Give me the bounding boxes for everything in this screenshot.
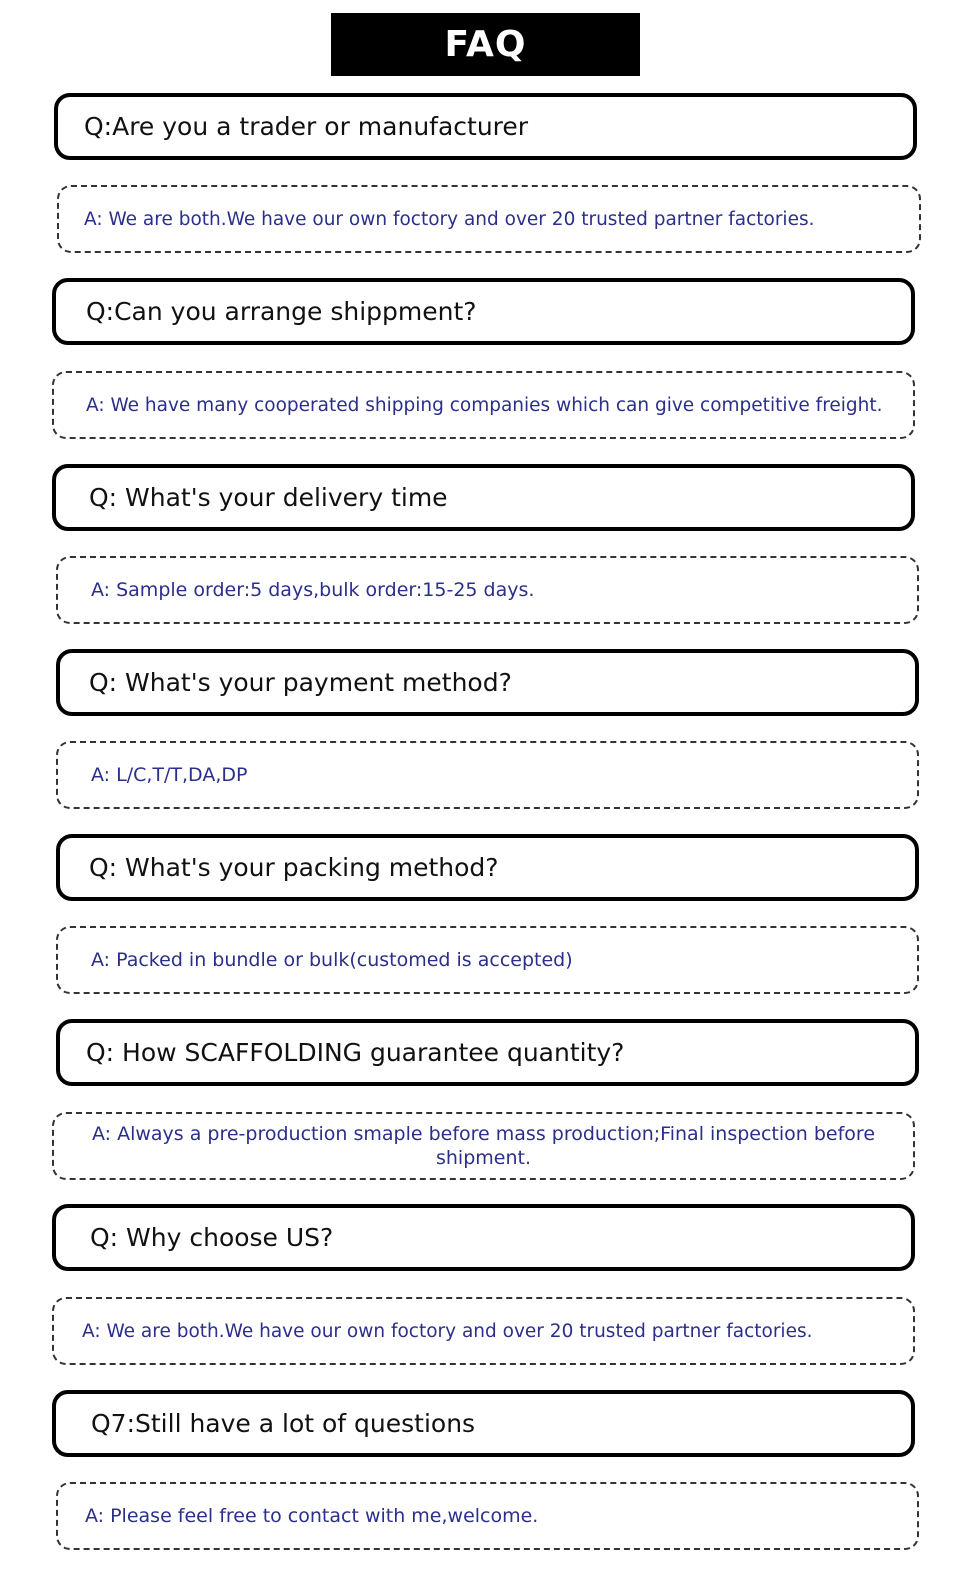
faq-answer-2-text: A: We have many cooperated shipping companies which can give competitive freight. [86,394,883,416]
faq-answer-1 [57,185,921,253]
faq-question-1 [54,93,917,160]
faq-question-4-text: Q: What's your payment method? [89,668,512,697]
faq-answer-6-text: A: Always a pre-production smaple before mass production;Final inspection before shipment. [91,1123,876,1169]
faq-question-6-text: Q: How SCAFFOLDING guarantee quantity? [86,1038,625,1067]
faq-answer-1-text: A: We are both.We have our own foctory and over 20 trusted partner factories. [84,208,815,230]
faq-answer-4-text: A: L/C,T/T,DA,DP [91,764,248,786]
faq-answer-3 [56,556,919,624]
faq-answer-7-text: A: We are both.We have our own foctory and over 20 trusted partner factories. [82,1320,813,1342]
faq-question-2-text: Q:Can you arrange shippment? [86,297,477,326]
faq-answer-8 [56,1482,919,1550]
faq-answer-6 [52,1112,915,1180]
faq-question-4 [56,649,919,716]
faq-answer-5 [56,926,919,994]
faq-answer-2 [52,371,915,439]
faq-question-3-text: Q: What's your delivery time [89,483,448,512]
faq-question-6 [56,1019,919,1086]
page-title: FAQ [331,13,640,76]
faq-question-1-text: Q:Are you a trader or manufacturer [84,112,529,141]
faq-answer-5-text: A: Packed in bundle or bulk(customed is accepted) [91,949,573,971]
faq-question-5 [56,834,919,901]
faq-question-5-text: Q: What's your packing method? [89,853,499,882]
faq-question-3 [52,464,915,531]
faq-answer-7 [52,1297,915,1365]
faq-question-2 [52,278,915,345]
faq-question-7-text: Q: Why choose US? [90,1223,334,1252]
faq-answer-3-text: A: Sample order:5 days,bulk order:15-25 days. [91,579,535,601]
faq-answer-8-text: A: Please feel free to contact with me,welcome. [85,1505,539,1527]
faq-question-8 [52,1390,915,1457]
faq-answer-4 [56,741,919,809]
faq-question-7 [52,1204,915,1271]
faq-question-8-text: Q7:Still have a lot of questions [91,1409,476,1438]
